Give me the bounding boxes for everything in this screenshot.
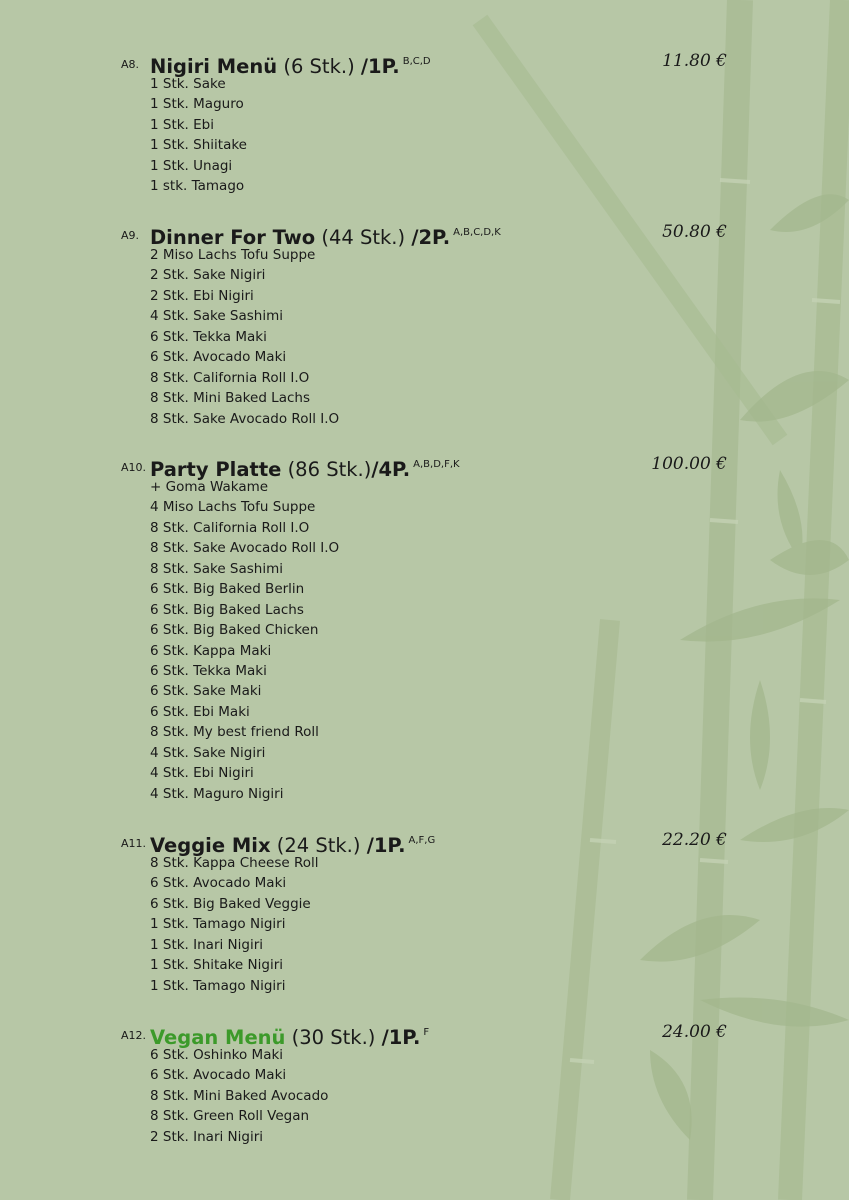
item-code: A10. — [121, 461, 147, 474]
list-item: 2 Miso Lachs Tofu Suppe — [150, 247, 316, 263]
list-item: 2 Stk. Inari Nigiri — [150, 1128, 264, 1145]
item-persons: /1P. — [366, 834, 406, 857]
item-count: (6 Stk.) — [283, 55, 355, 78]
list-item: 4 Stk. Sake Nigiri — [150, 744, 266, 761]
list-item: 1 Stk. Shitake Nigiri — [150, 957, 283, 974]
item-code: A9. — [121, 229, 140, 242]
item-code: A8. — [121, 58, 140, 71]
list-item: 1 Stk. Inari Nigiri — [150, 936, 264, 953]
item-count: (24 Stk.) — [276, 834, 361, 857]
item-persons: /4P. — [371, 458, 411, 481]
list-item: 1 Stk. Unagi — [150, 157, 233, 174]
list-item: 6 Stk. Avocado Maki — [150, 1067, 287, 1084]
list-item: 8 Stk. California Roll I.O — [150, 369, 310, 386]
list-item: 4 Stk. Sake Sashimi — [150, 308, 284, 325]
item-name: Dinner For Two — [150, 226, 316, 249]
list-item: 6 Stk. Tekka Maki — [150, 328, 267, 345]
list-item: 1 stk. Tamago — [150, 178, 245, 195]
item-contents — [150, 245, 339, 429]
list-item: 1 Stk. Shiitake — [150, 137, 247, 154]
item-price: 11.80 € — [662, 51, 727, 71]
item-count: (30 Stk.) — [291, 1026, 376, 1049]
item-persons: /1P. — [360, 55, 400, 78]
item-count: (44 Stk.) — [321, 226, 406, 249]
item-name: Party Platte — [150, 458, 282, 481]
allergen-codes: B,C,D — [402, 56, 431, 67]
list-item: 8 Stk. Sake Avocado Roll I.O — [150, 410, 340, 427]
list-item: + Goma Wakame — [150, 479, 269, 495]
list-item: 1 Stk. Tamago Nigiri — [150, 916, 286, 933]
allergen-codes: A,B,D,F,K — [413, 459, 460, 470]
allergen-codes: A,F,G — [408, 835, 436, 846]
item-persons: /1P. — [381, 1026, 421, 1049]
list-item: 6 Stk. Big Baked Veggie — [150, 895, 311, 912]
list-item: 6 Stk. Tekka Maki — [150, 662, 267, 679]
list-item: 6 Stk. Big Baked Chicken — [150, 622, 319, 639]
list-item: 6 Stk. Ebi Maki — [150, 703, 250, 720]
item-persons: /2P. — [411, 226, 451, 249]
list-item: 1 Stk. Tamago Nigiri — [150, 977, 286, 994]
list-item: 1 Stk. Sake — [150, 76, 226, 92]
list-item: 4 Stk. Maguro Nigiri — [150, 785, 284, 802]
list-item: 8 Stk. Mini Baked Lachs — [150, 390, 310, 407]
item-count: (86 Stk.) — [287, 458, 372, 481]
item-name-vegan: Vegan Menü — [150, 1026, 286, 1049]
item-name: Nigiri Menü — [150, 55, 278, 78]
item-contents — [150, 1045, 328, 1147]
list-item: 6 Stk. Avocado Maki — [150, 875, 287, 892]
list-item: 6 Stk. Big Baked Lachs — [150, 601, 304, 618]
allergen-codes: A,B,C,D,K — [453, 227, 501, 238]
item-contents — [150, 477, 339, 804]
list-item: 2 Stk. Sake Nigiri — [150, 267, 266, 284]
item-name: Veggie Mix — [150, 834, 271, 857]
list-item: 6 Stk. Big Baked Berlin — [150, 581, 305, 598]
list-item: 4 Stk. Ebi Nigiri — [150, 765, 254, 782]
list-item: 6 Stk. Avocado Maki — [150, 349, 287, 366]
list-item: 8 Stk. Green Roll Vegan — [150, 1108, 310, 1125]
list-item: 1 Stk. Ebi — [150, 116, 214, 133]
item-price: 50.80 € — [662, 222, 727, 242]
item-price: 22.20 € — [662, 830, 727, 850]
list-item: 8 Stk. Kappa Cheese Roll — [150, 855, 319, 871]
allergen-codes: F — [423, 1027, 430, 1038]
item-code: A11. — [121, 837, 147, 850]
list-item: 6 Stk. Oshinko Maki — [150, 1047, 284, 1063]
list-item: 2 Stk. Ebi Nigiri — [150, 287, 254, 304]
list-item: 1 Stk. Maguro — [150, 96, 244, 113]
item-contents — [150, 74, 247, 197]
list-item: 8 Stk. Mini Baked Avocado — [150, 1087, 329, 1104]
list-item: 6 Stk. Sake Maki — [150, 683, 262, 700]
list-item: 8 Stk. Sake Avocado Roll I.O — [150, 540, 340, 557]
item-price: 100.00 € — [651, 454, 727, 474]
list-item: 4 Miso Lachs Tofu Suppe — [150, 499, 316, 516]
list-item: 8 Stk. My best friend Roll — [150, 724, 319, 741]
list-item: 8 Stk. Sake Sashimi — [150, 560, 284, 577]
item-price: 24.00 € — [662, 1022, 727, 1042]
item-code: A12. — [121, 1029, 147, 1042]
list-item: 8 Stk. California Roll I.O — [150, 519, 310, 536]
item-contents — [150, 853, 319, 996]
list-item: 6 Stk. Kappa Maki — [150, 642, 272, 659]
